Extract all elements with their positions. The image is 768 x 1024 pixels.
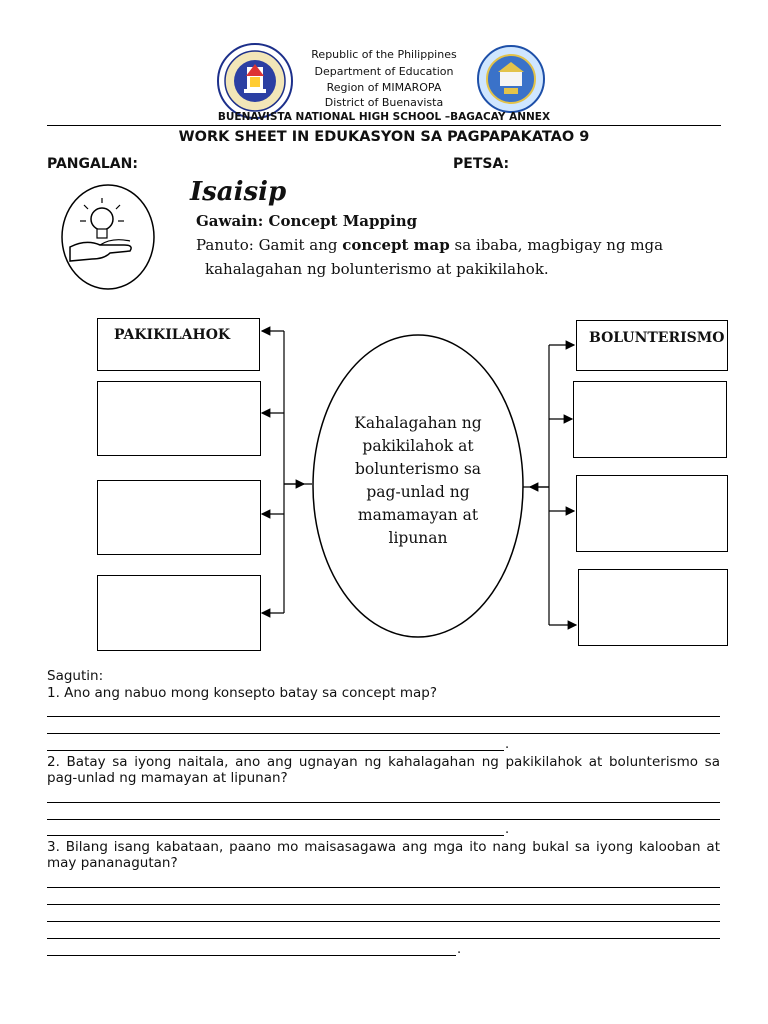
instruction-line2: kahalagahan ng bolunterismo at pakikilahok. <box>205 260 549 278</box>
bolunterismo-answer-box-2[interactable] <box>576 475 728 552</box>
answer-line-3e[interactable] <box>47 955 456 956</box>
center-line-2: pakikilahok at <box>362 437 474 455</box>
answer-line-1c[interactable] <box>47 750 504 751</box>
header-school: BUENAVISTA NATIONAL HIGH SCHOOL –BAGACAY ANNEX <box>217 111 551 123</box>
answer-line-1a[interactable] <box>47 716 720 717</box>
header-department: Department of Education <box>314 65 454 78</box>
header-district: District of Buenavista <box>324 96 444 109</box>
bolunterismo-title: BOLUNTERISMO <box>589 330 725 346</box>
date-label: PETSA: <box>453 156 510 172</box>
pakikilahok-answer-box-2[interactable] <box>97 480 261 555</box>
center-line-6: lipunan <box>388 529 448 547</box>
sagutin-heading: Sagutin: <box>47 668 104 684</box>
center-line-5: mamamayan at <box>357 506 479 524</box>
header-region: Region of MIMAROPA <box>326 81 442 94</box>
center-line-3: bolunterismo sa <box>354 460 482 478</box>
pakikilahok-answer-box-3[interactable] <box>97 575 261 651</box>
pakikilahok-title-box <box>97 318 260 371</box>
answer-line-2a[interactable] <box>47 802 720 803</box>
section-heading: Isaisip <box>190 177 287 207</box>
question-2: 2. Batay sa iyong naitala, ano ang ugnayan ng kahalagahan ng pakikilahok at bolunterismo sa pag-unlad ng mamayan at lipunan? <box>47 754 720 786</box>
answer-line-3d[interactable] <box>47 938 720 939</box>
bolunterismo-title-box <box>576 320 728 371</box>
instruction-prefix: Panuto: Gamit ang <box>196 236 343 254</box>
name-label: PANGALAN: <box>47 156 138 172</box>
answer-line-1b[interactable] <box>47 733 720 734</box>
question-1: 1. Ano ang nabuo mong konsepto batay sa concept map? <box>47 685 438 701</box>
answer-line-2b[interactable] <box>47 819 720 820</box>
center-line-1: Kahalagahan ng <box>354 414 482 432</box>
center-concept <box>318 412 518 550</box>
answer-end-period-3: . <box>457 942 462 957</box>
bolunterismo-answer-box-1[interactable] <box>573 381 727 458</box>
answer-line-2c[interactable] <box>47 835 504 836</box>
answer-end-period-2: . <box>505 822 510 837</box>
answer-line-3b[interactable] <box>47 904 720 905</box>
worksheet-title: WORK SHEET IN EDUKASYON SA PAGPAPAKATAO 9 <box>178 129 590 145</box>
pakikilahok-answer-box-1[interactable] <box>97 381 261 456</box>
center-line-4: pag-unlad ng <box>366 483 470 501</box>
activity-label: Gawain: Concept Mapping <box>196 212 418 230</box>
question-3: 3. Bilang isang kabataan, paano mo maisasagawa ang mga ito nang bukal sa iyong kalooban at may pananagutan? <box>47 839 720 871</box>
answer-line-3c[interactable] <box>47 921 720 922</box>
header-republic: Republic of the Philippines <box>311 48 457 61</box>
pakikilahok-title: PAKIKILAHOK <box>114 327 231 343</box>
instruction-suffix: sa ibaba, magbigay ng mga <box>449 236 664 254</box>
instruction-bold: concept map <box>342 236 450 254</box>
bolunterismo-answer-box-3[interactable] <box>578 569 728 646</box>
answer-line-3a[interactable] <box>47 887 720 888</box>
answer-end-period-1: . <box>505 737 510 752</box>
